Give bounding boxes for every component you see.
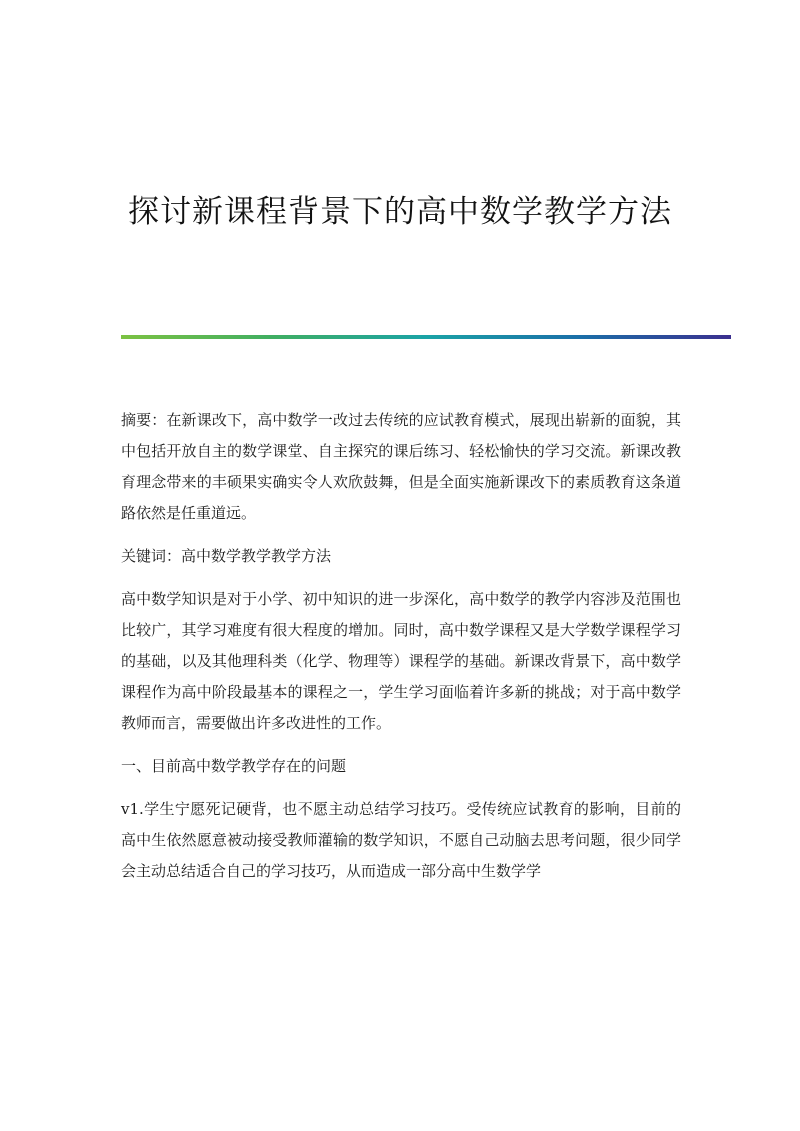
- title-divider: [121, 335, 731, 339]
- document-body: [121, 405, 681, 899]
- point-paragraph: v1.学生宁愿死记硬背，也不愿主动总结学习技巧。受传统应试教育的影响，目前的高中生依然愿意被动接受教师灌输的数学知识，不愿自己动脑去思考问题，很少同学会主动总结适合自己的学习技巧，从而造成一部分高中生数学学: [121, 800, 681, 880]
- abstract-paragraph: 摘要：在新课改下，高中数学一改过去传统的应试教育模式，展现出崭新的面貌，其中包括开放自主的数学课堂、自主探究的课后练习、轻松愉快的学习交流。新课改教育理念带来的丰硕果实确实令人欢欣鼓舞，但是全面实施新课改下的素质教育这条道路依然是任重道远。: [121, 411, 681, 522]
- intro-paragraph: 高中数学知识是对于小学、初中知识的进一步深化，高中数学的教学内容涉及范围也比较广，其学习难度有很大程度的增加。同时，高中数学课程又是大学数学课程学习的基础，以及其他理科类（化学、物理等）课程学的基础。新课改背景下，高中数学课程作为高中阶段最基本的课程之一，学生学习面临着许多新的挑战；对于高中数学教师而言，需要做出许多改进性的工作。: [121, 590, 681, 732]
- document-title: 探讨新课程背景下的高中数学教学方法: [128, 194, 672, 230]
- section-heading: 一、目前高中数学教学存在的问题: [121, 757, 347, 775]
- keywords-paragraph: 关键词：高中数学教学教学方法: [121, 547, 332, 565]
